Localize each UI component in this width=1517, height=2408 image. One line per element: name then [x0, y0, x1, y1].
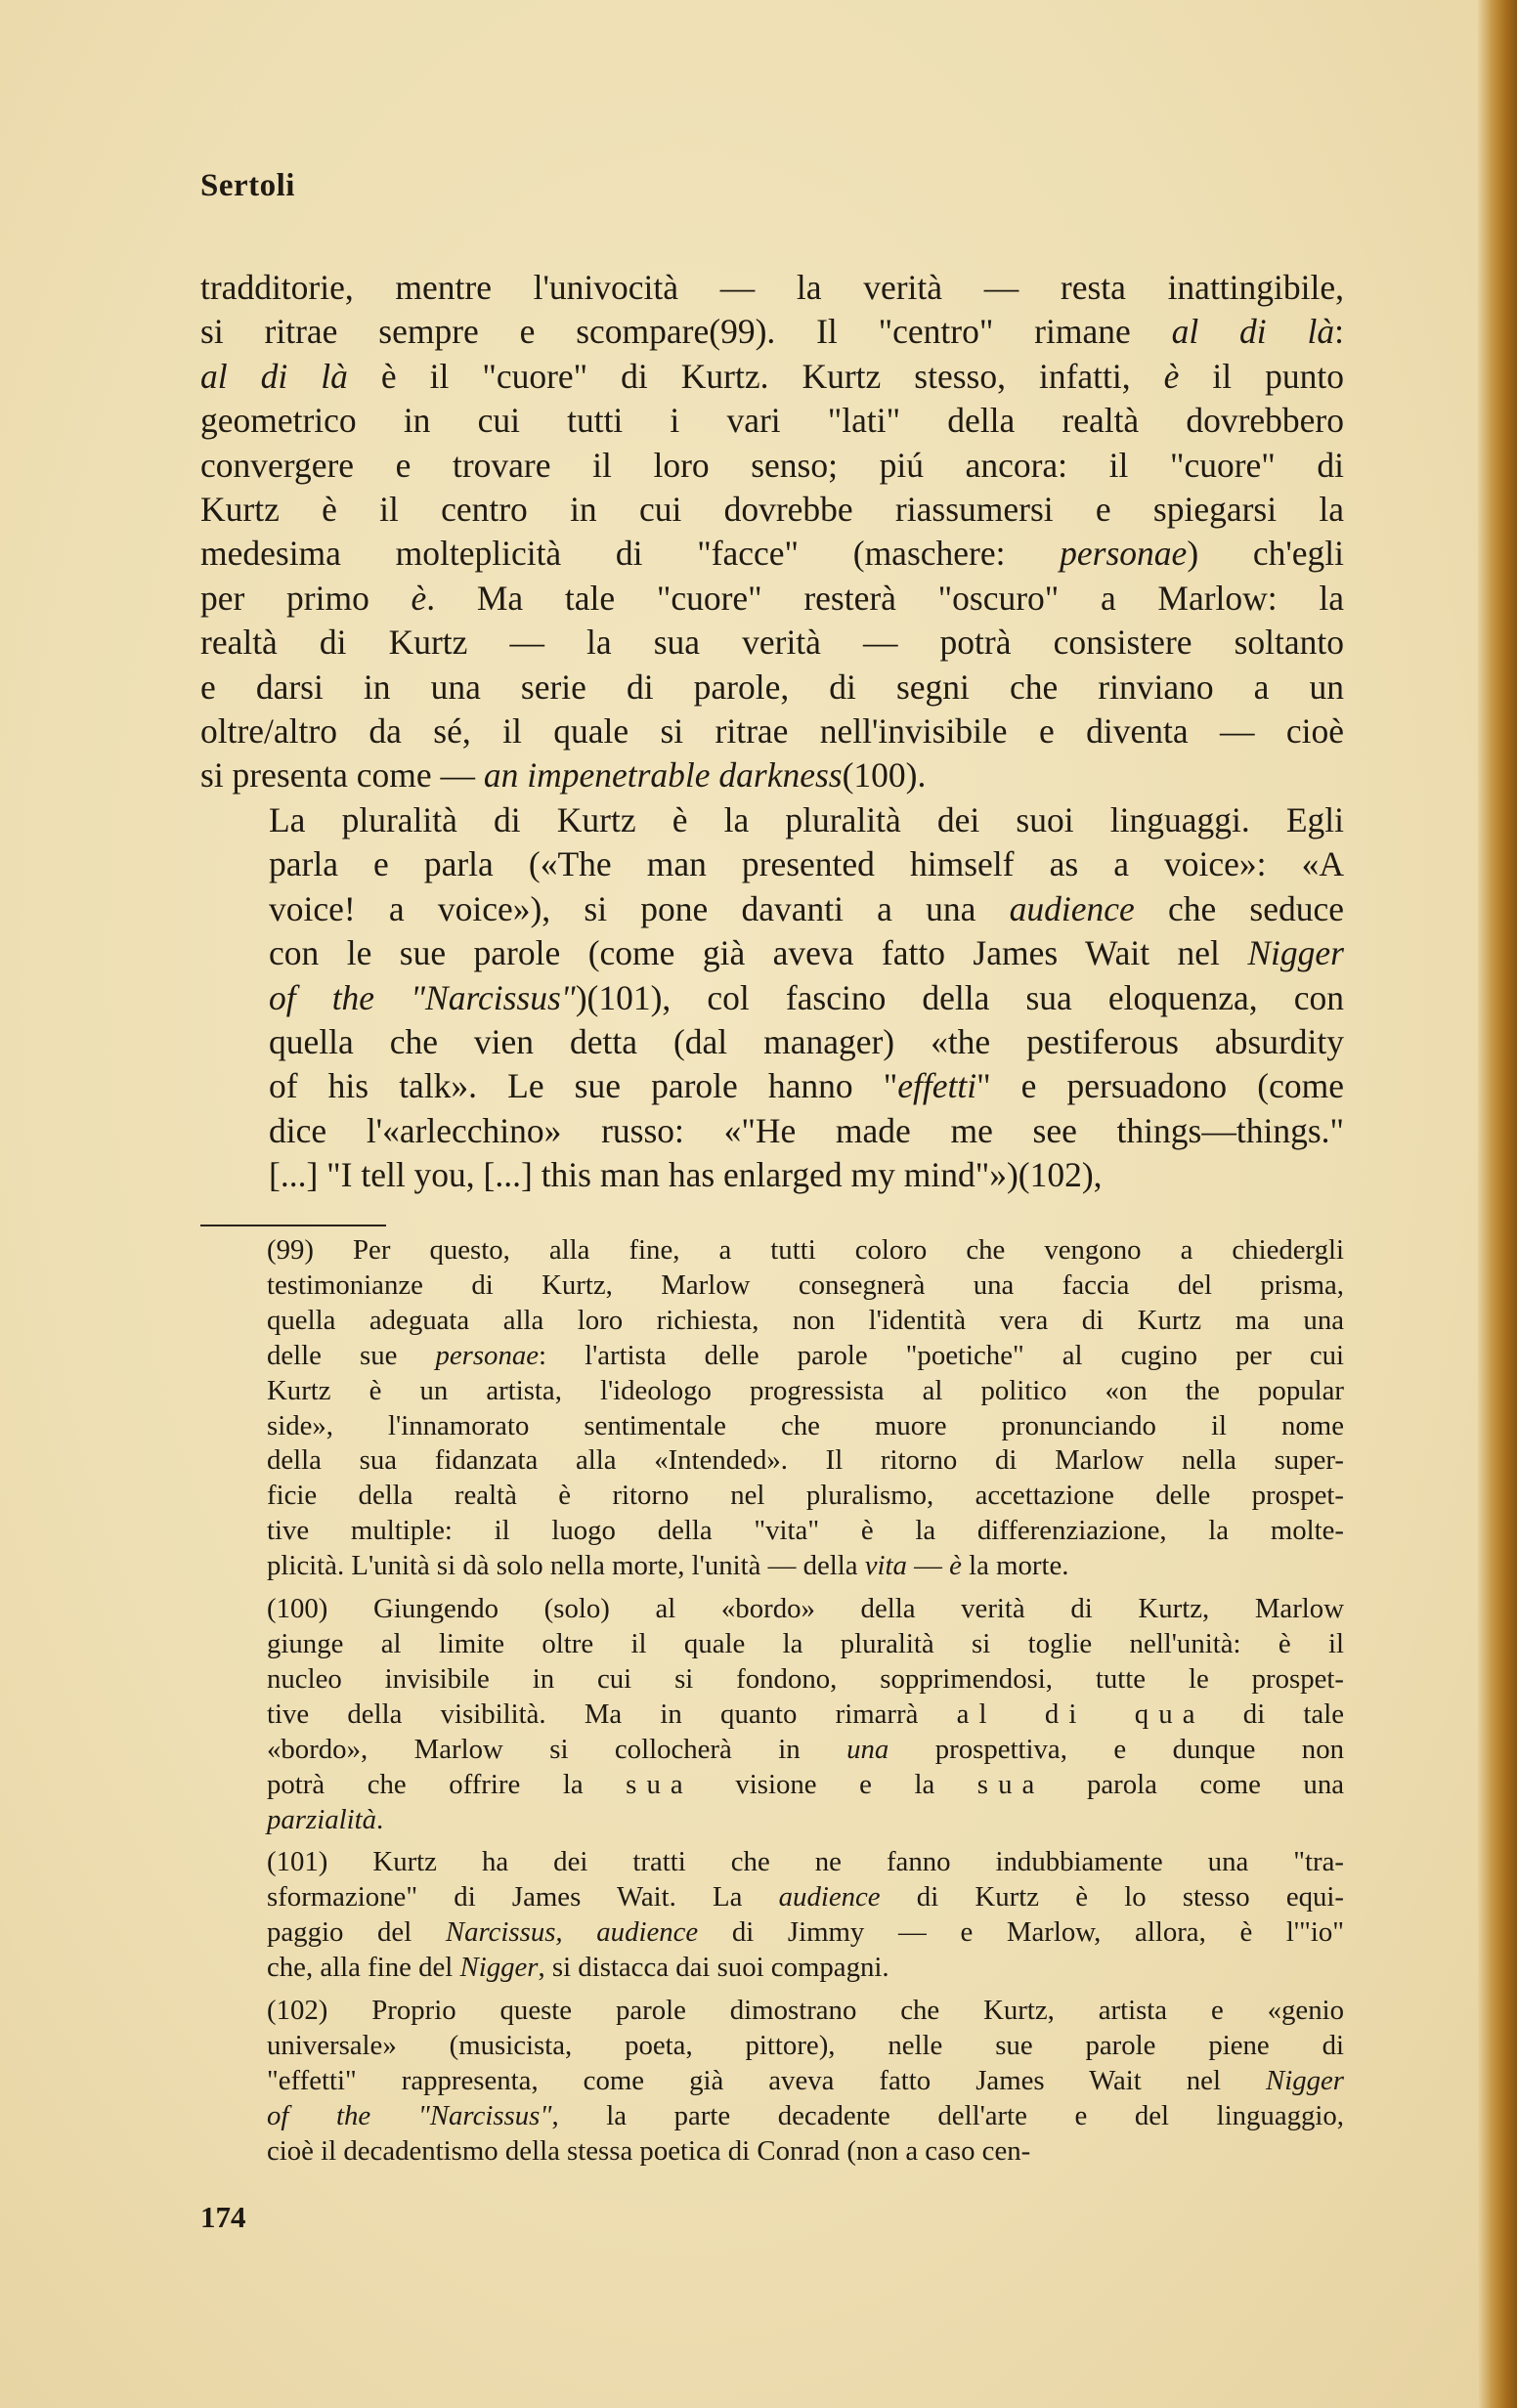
text-run: , la parte decadente dell'arte e del linguaggio, — [551, 2099, 1344, 2131]
text-run: (101) Kurtz ha dei tratti che ne fanno indubbiamente una "tra- — [267, 1846, 1344, 1878]
text-run: : l'artista delle parole "poetiche" al cugino per cui — [539, 1339, 1345, 1371]
italic-run: parzialità — [267, 1803, 377, 1835]
text-run: )(101), col fascino della sua eloquenza, con — [575, 977, 1344, 1017]
italic-run: al di là — [200, 356, 348, 396]
text-line — [200, 2134, 1344, 2170]
footnotes — [200, 1233, 1344, 2177]
text-run: , si distacca dai suoi compagni. — [538, 1952, 889, 1984]
text-run: realtà di Kurtz — la sua verità — potrà consistere soltanto — [200, 623, 1344, 663]
text-line — [200, 1768, 1344, 1803]
italic-run: audience — [778, 1881, 881, 1914]
text-line — [200, 577, 1344, 621]
footnote-rule — [200, 1225, 386, 1226]
text-run: plicità. L'unità si dà solo nella morte, l'unità — della — [267, 1550, 865, 1582]
text-line — [200, 1845, 1344, 1880]
text-run: : — [1334, 312, 1345, 352]
spaced-run: sua — [976, 1768, 1045, 1800]
text-line — [200, 1698, 1344, 1733]
text-line — [200, 1951, 1344, 1986]
paragraph-1 — [200, 266, 1344, 798]
text-line — [200, 1880, 1344, 1915]
text-run: paggio del — [267, 1916, 446, 1949]
page-number: 174 — [200, 2200, 246, 2234]
italic-run: Nigger — [459, 1952, 539, 1984]
text-line — [200, 2064, 1344, 2099]
text-run: side», l'innamorato sentimentale che muore pronunciando il nome — [267, 1409, 1344, 1441]
running-head: Sertoli — [200, 168, 295, 203]
text-run: quella che vien detta (dal manager) «the pestiferous absurdity — [269, 1021, 1344, 1061]
text-run: che, alla fine del — [267, 1952, 460, 1984]
text-run: visione e la — [692, 1768, 977, 1800]
text-line — [200, 1733, 1344, 1768]
text-line — [200, 1994, 1344, 2029]
text-run: parla e parla («The man presented himself as a voice»: «A — [269, 844, 1344, 884]
text-run: . Ma tale "cuore" resterà "oscuro" a Marlow: la — [426, 578, 1344, 618]
text-line — [200, 266, 1344, 310]
text-run: (102) Proprio queste parole dimostrano che Kurtz, artista e «genio — [267, 1995, 1344, 2027]
text-run: quella adeguata alla loro richiesta, non l'identità vera di Kurtz ma una — [267, 1304, 1344, 1336]
italic-run: of the "Narcissus" — [267, 2099, 552, 2131]
text-run: convergere e trovare il loro senso; piú ancora: il "cuore" di — [200, 445, 1344, 485]
text-line — [200, 666, 1344, 710]
text-line — [200, 976, 1344, 1020]
italic-run: vita — [864, 1550, 907, 1582]
text-line — [200, 1514, 1344, 1549]
italic-run: Nigger — [1266, 2064, 1344, 2096]
italic-run: personae — [435, 1339, 540, 1371]
text-line — [200, 842, 1344, 886]
text-run: of his talk». Le sue parole hanno " — [269, 1066, 898, 1106]
text-line — [200, 2099, 1344, 2134]
italic-run: audience — [1009, 888, 1135, 928]
text-run: della sua fidanzata alla «Intended». Il ritorno di Marlow nella super- — [267, 1444, 1344, 1477]
text-line — [200, 488, 1344, 532]
italic-run: an impenetrable darkness — [483, 755, 843, 796]
text-run: tive multiple: il luogo della "vita" è la differenziazione, la molte- — [267, 1515, 1344, 1547]
text-run: universale» (musicista, poeta, pittore), nelle sue parole piene di — [267, 2029, 1344, 2061]
text-run: per primo — [200, 578, 412, 618]
text-run: La pluralità di Kurtz è la pluralità dei suoi linguaggi. Egli — [269, 799, 1344, 839]
text-run: dice l'«arlecchino» russo: «"He made me see things—things." — [269, 1110, 1344, 1150]
text-run: di tale — [1204, 1698, 1344, 1730]
text-run: cioè il decadentismo della stessa poetica di Conrad (non a caso cen- — [267, 2134, 1031, 2167]
text-line — [200, 1153, 1344, 1197]
text-line — [200, 753, 1344, 797]
text-line — [200, 1409, 1344, 1444]
text-line — [200, 621, 1344, 665]
spaced-run: al di qua — [956, 1698, 1205, 1730]
text-line — [200, 399, 1344, 443]
text-run: giunge al limite oltre il quale la pluralità si toglie nell'unità: è il — [267, 1627, 1344, 1659]
body-text — [200, 266, 1344, 1198]
text-run: che seduce — [1134, 888, 1344, 928]
text-run: "effetti" rappresenta, come già aveva fatto James Wait nel — [267, 2064, 1266, 2096]
text-line — [200, 1339, 1344, 1374]
text-run: prospettiva, e dunque non — [889, 1733, 1344, 1765]
text-line — [200, 1064, 1344, 1108]
text-line — [200, 1479, 1344, 1514]
text-run: (100) Giungendo (solo) al «bordo» della verità di Kurtz, Marlow — [267, 1593, 1344, 1625]
footnote-101 — [200, 1845, 1344, 1986]
text-line — [200, 310, 1344, 354]
text-line — [200, 1020, 1344, 1064]
text-run: è il "cuore" di Kurtz. Kurtz stesso, infatti, — [347, 356, 1164, 396]
paragraph-2 — [200, 798, 1344, 1198]
italic-run: al di là — [1171, 312, 1335, 352]
text-line — [200, 532, 1344, 576]
text-run: si ritrae sempre e scompare(99). Il "centro" rimane — [200, 312, 1172, 352]
text-run: e darsi in una serie di parole, di segni che rinviano a un — [200, 666, 1344, 707]
text-line — [200, 1268, 1344, 1304]
text-run: di Kurtz è lo stesso equi- — [880, 1881, 1344, 1914]
text-line — [200, 1443, 1344, 1479]
text-run: si presenta come — — [200, 755, 484, 796]
text-run: Kurtz è il centro in cui dovrebbe riassumersi e spiegarsi la — [200, 490, 1344, 530]
footnote-102 — [200, 1994, 1344, 2170]
text-line — [200, 798, 1344, 842]
text-run: sformazione" di James Wait. La — [267, 1881, 779, 1914]
text-run: geometrico in cui tutti i vari "lati" della realtà dovrebbero — [200, 401, 1344, 441]
text-line — [200, 1915, 1344, 1951]
text-run: nucleo invisibile in cui si fondono, sopprimendosi, tutte le prospet- — [267, 1662, 1344, 1695]
text-run: testimonianze di Kurtz, Marlow consegnerà una faccia del prisma, — [267, 1268, 1344, 1301]
text-run: (99) Per questo, alla fine, a tutti coloro che vengono a chiedergli — [267, 1234, 1344, 1266]
italic-run: of the "Narcissus" — [269, 977, 576, 1017]
italic-run: effetti — [897, 1066, 977, 1106]
italic-run: è — [1163, 356, 1180, 396]
text-run: tradditorie, mentre l'univocità — la verità — resta inattingibile, — [200, 268, 1344, 307]
text-run: tive della visibilità. Ma in quanto rimarrà — [267, 1698, 957, 1730]
text-run: oltre/altro da sé, il quale si ritrae nell'invisibile e diventa — cioè — [200, 711, 1344, 752]
italic-run: è — [949, 1550, 962, 1582]
text-line — [200, 444, 1344, 488]
text-run: potrà che offrire la — [267, 1768, 627, 1800]
text-line — [200, 931, 1344, 975]
page-edge-shadow — [1478, 0, 1517, 2408]
text-run: " e persuadono (come — [976, 1066, 1344, 1106]
text-run: (100). — [842, 755, 927, 796]
text-run: — — [906, 1550, 950, 1582]
text-run: di Jimmy — e Marlow, allora, è l'"io" — [698, 1916, 1344, 1949]
text-line — [200, 1662, 1344, 1698]
italic-run: una — [846, 1733, 889, 1765]
text-run: con le sue parole (come già aveva fatto James Wait nel — [269, 933, 1248, 973]
italic-run: è — [411, 578, 427, 618]
text-line — [200, 1374, 1344, 1409]
footnote-100 — [200, 1592, 1344, 1837]
text-run: ficie della realtà è ritorno nel pluralismo, accettazione delle prospet- — [267, 1480, 1344, 1512]
text-line — [200, 1592, 1344, 1627]
italic-run: Nigger — [1247, 933, 1344, 973]
text-line — [200, 355, 1344, 399]
text-run: Kurtz è un artista, l'ideologo progressista al politico «on the popular — [267, 1374, 1344, 1406]
text-run: parola come una — [1044, 1768, 1344, 1800]
footnote-99 — [200, 1233, 1344, 1584]
spaced-run: sua — [626, 1768, 693, 1800]
italic-run: Narcissus, audience — [445, 1916, 699, 1949]
text-run: delle sue — [267, 1339, 436, 1371]
text-line — [200, 1304, 1344, 1339]
text-line — [200, 887, 1344, 931]
text-run: il punto — [1179, 356, 1344, 396]
text-run: . — [376, 1803, 384, 1835]
text-line — [200, 1109, 1344, 1153]
text-line — [200, 1233, 1344, 1268]
text-line — [200, 1627, 1344, 1662]
text-run: [...] "I tell you, [...] this man has enlarged my mind"»)(102), — [269, 1155, 1103, 1195]
text-line — [200, 2029, 1344, 2064]
text-run: voice! a voice»), si pone davanti a una — [269, 888, 1010, 928]
text-line — [200, 1549, 1344, 1584]
text-run: ) ch'egli — [1187, 534, 1344, 574]
italic-run: personae — [1060, 534, 1188, 574]
text-run: medesima molteplicità di "facce" (maschere: — [200, 534, 1061, 574]
text-line — [200, 710, 1344, 753]
text-run: la morte. — [961, 1550, 1069, 1582]
text-run: «bordo», Marlow si collocherà in — [267, 1733, 847, 1765]
text-line — [200, 1803, 1344, 1838]
